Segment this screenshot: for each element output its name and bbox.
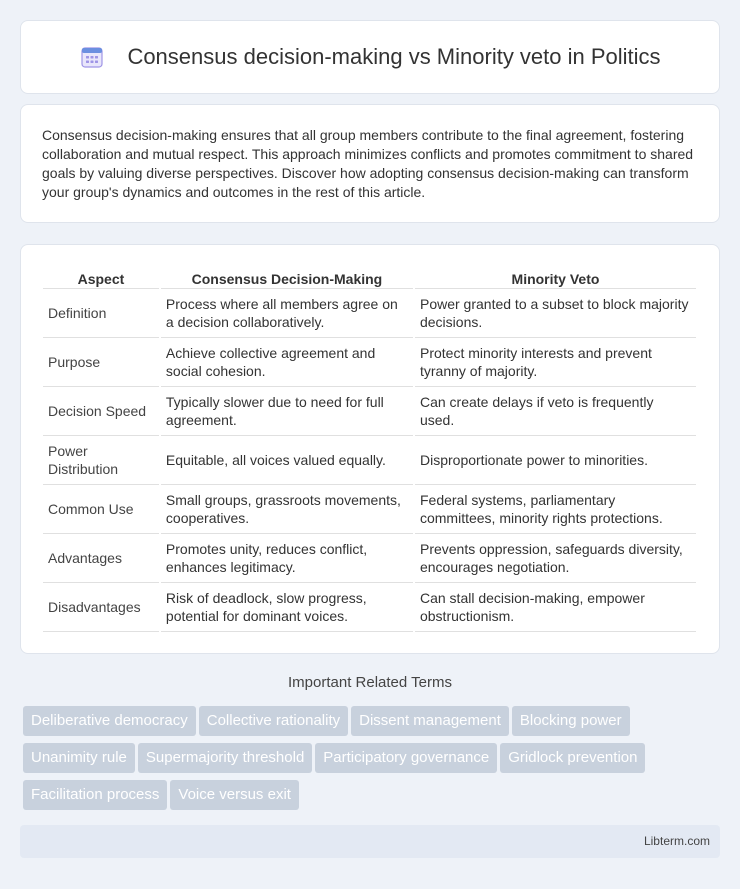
minority-veto-cell: Disproportionate power to minorities.: [415, 436, 696, 485]
footer-site-link[interactable]: Libterm.com: [643, 834, 710, 848]
minority-veto-cell: Can create delays if veto is frequently used.: [415, 387, 696, 436]
table-row: [43, 387, 696, 436]
intro-paragraph: Consensus decision-making ensures that all group members contribute to the final agreement, fostering collaboration and mutual respect. This approach minimizes conflicts and promotes commitment to shared goals by valuing diverse perspectives. Discover how adopting consensus decision-making can transform your group's dynamics and outcomes in the rest of this article.: [42, 127, 694, 200]
aspect-cell: Disadvantages: [43, 583, 159, 632]
header-aspect: Aspect: [43, 265, 159, 289]
aspect-cell: Power Distribution: [43, 436, 159, 485]
minority-veto-cell: Prevents oppression, safeguards diversity, encourages negotiation.: [415, 534, 696, 583]
related-term-tag[interactable]: Participatory governance: [315, 743, 497, 773]
related-term-tag[interactable]: Gridlock prevention: [500, 743, 645, 773]
minority-veto-cell: Can stall decision-making, empower obstructionism.: [415, 583, 696, 632]
table-row: [43, 338, 696, 387]
consensus-cell: Process where all members agree on a decision collaboratively.: [161, 289, 413, 338]
minority-veto-cell: Power granted to a subset to block majority decisions.: [415, 289, 696, 338]
calendar-icon: [79, 44, 105, 70]
minority-veto-cell: Federal systems, parliamentary committees, minority rights protections.: [415, 485, 696, 534]
aspect-cell: Purpose: [43, 338, 159, 387]
footer: [20, 825, 720, 858]
consensus-cell: Risk of deadlock, slow progress, potential for dominant voices.: [161, 583, 413, 632]
consensus-cell: Achieve collective agreement and social cohesion.: [161, 338, 413, 387]
minority-veto-cell: Protect minority interests and prevent tyranny of majority.: [415, 338, 696, 387]
comparison-card: [20, 244, 720, 654]
consensus-cell: Promotes unity, reduces conflict, enhances legitimacy.: [161, 534, 413, 583]
aspect-cell: Decision Speed: [43, 387, 159, 436]
header-minority-veto: Minority Veto: [415, 265, 696, 289]
related-term-tag[interactable]: Deliberative democracy: [23, 706, 196, 736]
related-term-tag[interactable]: Supermajority threshold: [138, 743, 312, 773]
consensus-cell: Equitable, all voices valued equally.: [161, 436, 413, 485]
aspect-cell: Definition: [43, 289, 159, 338]
consensus-cell: Small groups, grassroots movements, cooperatives.: [161, 485, 413, 534]
table-header-row: [43, 265, 696, 289]
aspect-cell: Common Use: [43, 485, 159, 534]
related-term-tag[interactable]: Blocking power: [512, 706, 630, 736]
related-terms-title: Important Related Terms: [288, 674, 452, 691]
related-term-tag[interactable]: Collective rationality: [199, 706, 348, 736]
title-card: [20, 20, 720, 94]
table-row: [43, 534, 696, 583]
related-term-tag[interactable]: Voice versus exit: [170, 780, 299, 810]
related-term-tag[interactable]: Dissent management: [351, 706, 509, 736]
header-consensus: Consensus Decision-Making: [161, 265, 413, 289]
table-row: [43, 583, 696, 632]
comparison-table: [41, 265, 698, 632]
intro-card: [20, 104, 720, 223]
consensus-cell: Typically slower due to need for full agreement.: [161, 387, 413, 436]
table-row: [43, 485, 696, 534]
table-row: [43, 436, 696, 485]
related-terms-list: [23, 706, 723, 817]
related-term-tag[interactable]: Facilitation process: [23, 780, 167, 810]
table-row: [43, 289, 696, 338]
aspect-cell: Advantages: [43, 534, 159, 583]
page-title: Consensus decision-making vs Minority veto in Politics: [127, 44, 661, 69]
related-term-tag[interactable]: Unanimity rule: [23, 743, 135, 773]
